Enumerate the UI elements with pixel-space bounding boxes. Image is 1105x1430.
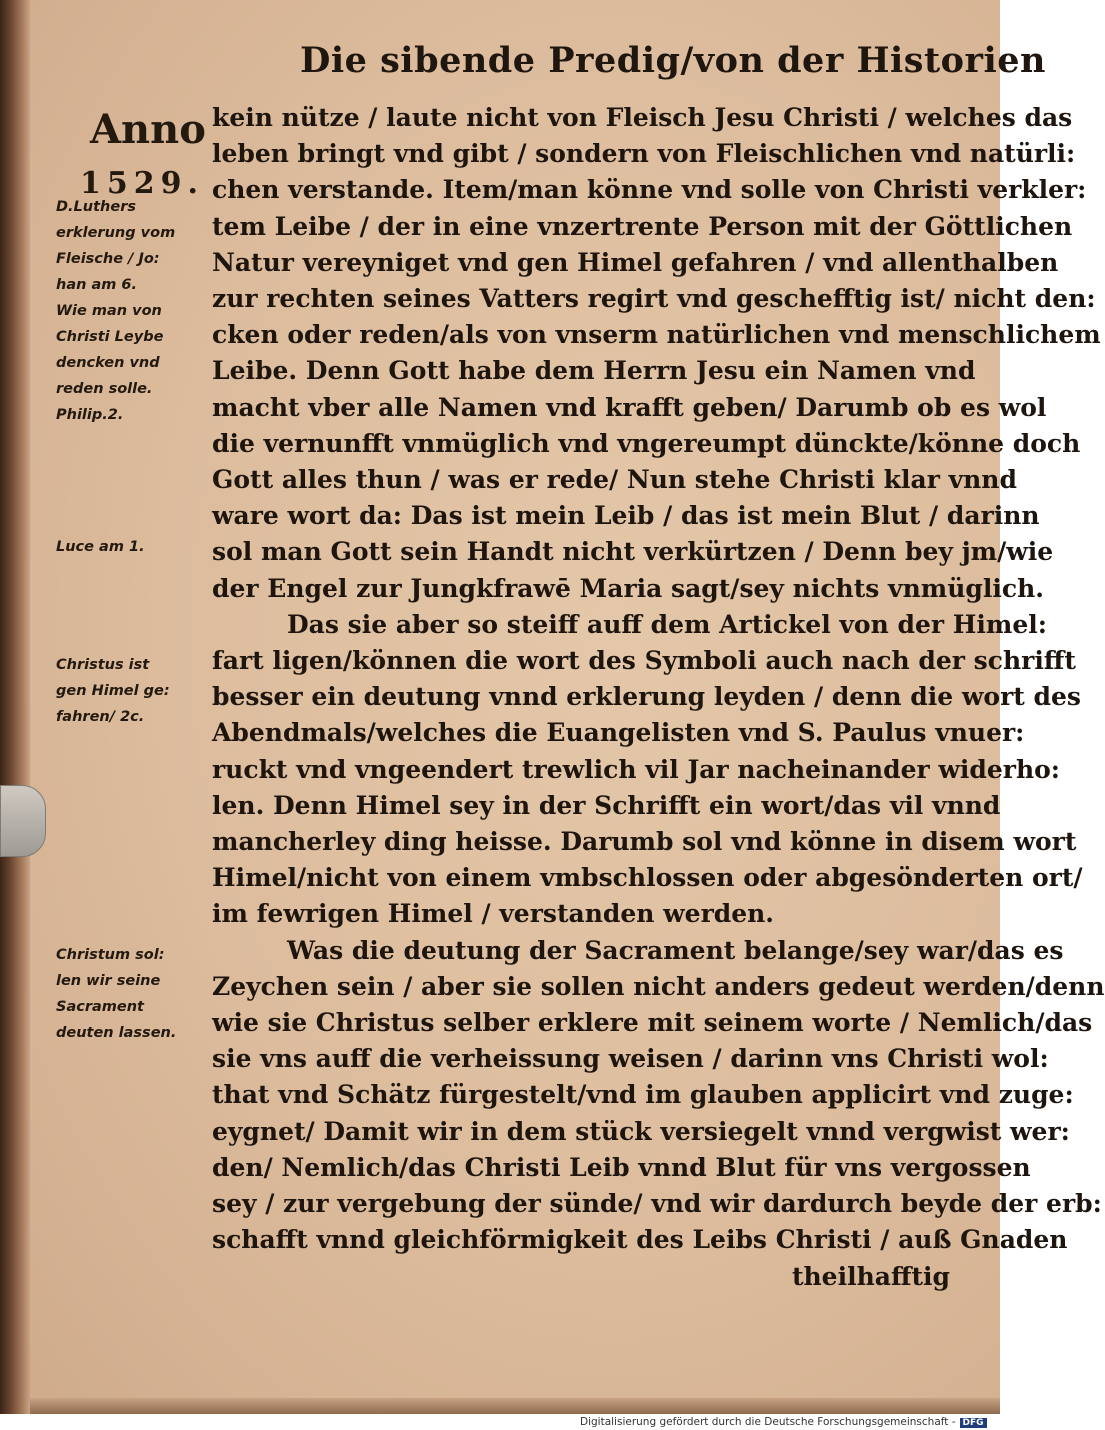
body-line: schafft vnnd gleichförmigkeit des Leibs Christi / auß Gnaden xyxy=(212,1225,1068,1255)
body-line: kein nütze / laute nicht von Fleisch Jesu Christi / welches das xyxy=(212,103,1073,132)
catchword: theilhafftig xyxy=(791,1261,950,1291)
body-line: leben bringt vnd gibt / sondern von Fleischlichen vnd natürli: xyxy=(212,139,1076,169)
margin-note-line: fahren/ 2c. xyxy=(56,709,145,725)
margin-note-line: reden solle. xyxy=(56,381,153,397)
dfg-logo: DFG xyxy=(960,1418,987,1428)
margin-note xyxy=(56,194,212,298)
body-line: Natur vereyniget vnd gen Himel gefahren / vnd allenthalben xyxy=(212,247,1059,277)
body-line: eygnet/ Damit wir in dem stück versiegelt vnnd vergwist wer: xyxy=(212,1116,1070,1146)
margin-note-line: deuten lassen. xyxy=(56,1025,177,1041)
margin-note-line: Philip.2. xyxy=(56,407,124,423)
margin-note-line: Luce am 1. xyxy=(56,539,145,555)
body-line: chen verstande. Item/man könne vnd solle von Christi verkler: xyxy=(212,175,1087,205)
body-line: Himel/nicht von einem vmbschlossen oder abgesönderten ort/ xyxy=(212,863,1083,893)
margin-note-line: Christum sol: xyxy=(56,947,165,963)
margin-note-line: len wir seine xyxy=(56,973,161,989)
running-head: Die sibende Predig/von der Historien xyxy=(300,40,1046,81)
body-line: macht vber alle Namen vnd krafft geben/ Darumb ob es wol xyxy=(212,392,1047,422)
margin-note-line: Wie man von xyxy=(56,303,162,319)
body-line: ware wort da: Das ist mein Leib / das ist mein Blut / darinn xyxy=(212,501,1040,531)
margin-note-line: gen Himel ge: xyxy=(56,683,170,699)
margin-note xyxy=(56,942,212,1046)
body-line: Gott alles thun / was er rede/ Nun stehe Christi klar vnnd xyxy=(212,465,1017,495)
body-line: mancherley ding heisse. Darumb sol vnd könne in disem wort xyxy=(212,827,1077,857)
margin-note xyxy=(56,652,212,730)
margin-note-line: dencken vnd xyxy=(56,355,160,371)
body-line: len. Denn Himel sey in der Schrifft ein wort/das vil vnnd xyxy=(212,790,1001,820)
body-line: sey / zur vergebung der sünde/ vnd wir dardurch beyde der erb: xyxy=(212,1189,1102,1219)
margin-note-line: D.Luthers xyxy=(56,199,136,215)
body-text xyxy=(212,100,1105,1295)
margin-note xyxy=(56,534,212,560)
margin-year: 1529. xyxy=(80,166,204,201)
body-line: sol man Gott sein Handt nicht verkürtzen / Denn bey jm/wie xyxy=(212,537,1054,567)
margin-note-line: han am 6. xyxy=(56,277,138,293)
body-line: ruckt vnd vngeendert trewlich vil Jar nacheinander widerho: xyxy=(212,754,1061,784)
margin-note-line: Christus ist xyxy=(56,657,150,673)
body-line: Zeychen sein / aber sie sollen nicht anders gedeut werden/denn xyxy=(212,971,1105,1001)
body-line: die vernunfft vnmüglich vnd vngereumpt dünckte/könne doch xyxy=(212,428,1081,458)
body-line: wie sie Christus selber erklere mit seinem worte / Nemlich/das xyxy=(212,1008,1093,1038)
body-line: der Engel zur Jungkfrawē Maria sagt/sey nichts vnmüglich. xyxy=(212,573,1044,603)
margin-note xyxy=(56,298,212,428)
body-line: Das sie aber so steiff auff dem Artickel von der Himel: xyxy=(287,609,1047,639)
body-line: that vnd Schätz fürgestelt/vnd im glauben applicirt vnd zuge: xyxy=(212,1080,1074,1110)
page-bottom-edge xyxy=(30,1398,1000,1414)
body-line: sie vns auff die verheissung weisen / darinn vns Christi wol: xyxy=(212,1044,1049,1074)
body-line: tem Leibe / der in eine vnzertrente Person mit der Göttlichen xyxy=(212,211,1073,241)
body-line: Was die deutung der Sacrament belange/sey war/das es xyxy=(287,935,1064,965)
body-line: Leibe. Denn Gott habe dem Herrn Jesu ein Namen vnd xyxy=(212,356,976,386)
body-line: cken oder reden/als von vnserm natürlichen vnd menschlichem xyxy=(212,320,1101,350)
body-line: Abendmals/welches die Euangelisten vnd S. Paulus vnuer: xyxy=(212,718,1025,748)
body-line: fart ligen/können die wort des Symboli auch nach der schrifft xyxy=(212,646,1076,676)
book-clasp xyxy=(0,785,46,857)
margin-note-line: Sacrament xyxy=(56,999,144,1015)
margin-note-line: Christi Leybe xyxy=(56,329,164,345)
credit-text: Digitalisierung gefördert durch die Deutsche Forschungsgemeinschaft - xyxy=(580,1416,956,1428)
digitization-credit xyxy=(580,1416,987,1428)
margin-anno: Anno xyxy=(90,106,206,153)
body-line: den/ Nemlich/das Christi Leib vnnd Blut für vns vergossen xyxy=(212,1152,1031,1182)
body-line: besser ein deutung vnnd erklerung leyden / denn die wort des xyxy=(212,682,1081,712)
book-binding-edge xyxy=(0,0,30,1414)
margin-note-line: Fleische / Jo: xyxy=(56,251,160,267)
margin-note-line: erklerung vom xyxy=(56,225,176,241)
body-line: im fewrigen Himel / verstanden werden. xyxy=(212,899,775,929)
body-line: zur rechten seines Vatters regirt vnd geschefftig ist/ nicht den: xyxy=(212,284,1096,314)
